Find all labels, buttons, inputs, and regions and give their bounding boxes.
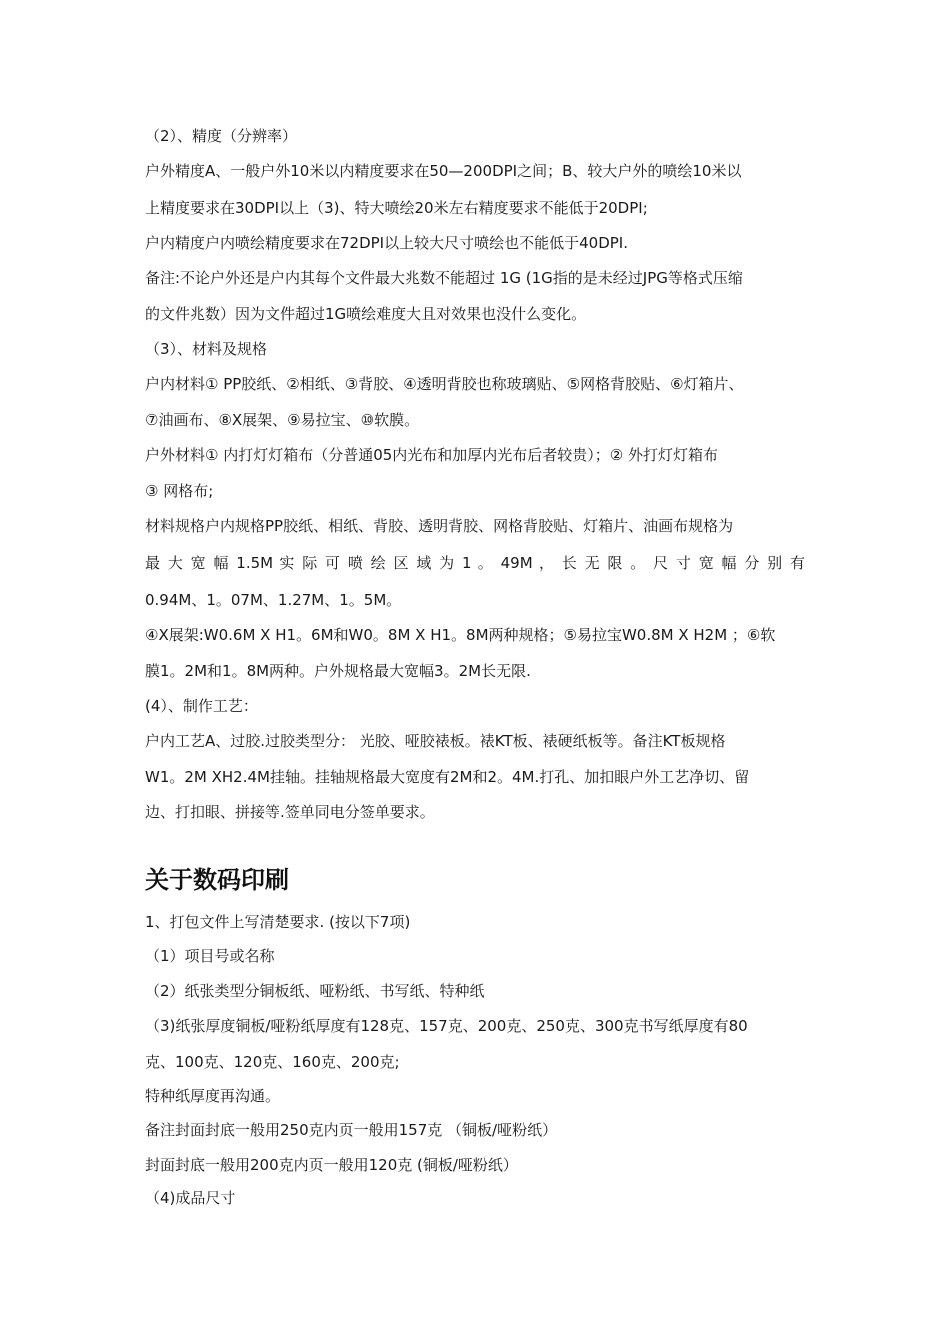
paragraph-outdoor-precision: 户外精度A、一般户外10米以内精度要求在50—200DPI之间；B、较大户外的喷绘10米以	[145, 162, 742, 180]
subsection-title-materials: （3）、材料及规格	[145, 340, 268, 358]
list-item-paper-type: （2）纸张类型分铜板纸、哑粉纸、书写纸、特种纸	[145, 982, 485, 1000]
paragraph-packaging-requirements: 1、打包文件上写清楚要求. (按以下7项)	[145, 913, 411, 931]
paragraph-indoor-process: 户内工艺A、过胶.过胶类型分： 光胶、哑胶裱板。裱KT板、裱硬纸板等。备注KT板规格	[145, 732, 726, 750]
paragraph-cover-note-alt: 封面封底一般用200克内页一般用120克 (铜板/哑粉纸）	[145, 1156, 518, 1174]
list-item-paper-thickness: （3)纸张厚度铜板/哑粉纸厚度有128克、157克、200克、250克、300克书写纸厚度有80	[145, 1017, 748, 1035]
paragraph-material-specs: 材料规格户内规格PP胶纸、相纸、背胶、透明背胶、网格背胶贴、灯箱片、油画布规格为	[145, 517, 734, 535]
paragraph-note-file-size-cont: 的文件兆数）因为文件超过1G喷绘难度大且对效果也没什么变化。	[145, 305, 587, 323]
paragraph-outdoor-materials: 户外材料① 内打灯灯箱布（分普通05内光布和加厚内光布后者较贵）；② 外打灯灯箱布	[145, 446, 719, 464]
paragraph-material-specs-spaced: 最 大 宽 幅 1.5M 实 际 可 喷 绘 区 域 为 1 。 49M ， 长 无 限 。 尺 寸 宽 幅 分 别 有	[145, 554, 805, 572]
paragraph-outdoor-process: 边、打扣眼、拼接等.签单同电分签单要求。	[145, 803, 435, 821]
paragraph-special-paper: 特种纸厚度再沟通。	[145, 1087, 281, 1105]
list-item-finished-size: （4)成品尺寸	[145, 1189, 236, 1207]
subsection-title-precision: （2）、精度（分辨率）	[145, 127, 298, 145]
paragraph-outdoor-precision-cont: 上精度要求在30DPI以上（3)、特大喷绘20米左右精度要求不能低于20DPI;	[145, 199, 648, 217]
subsection-title-process: (4）、制作工艺：	[145, 697, 258, 715]
list-item-project-name: （1）项目号或名称	[145, 947, 275, 965]
paragraph-material-specs-widths: 0.94M、1。07M、1.27M、1。5M。	[145, 591, 402, 609]
paragraph-indoor-materials-cont: ⑦油画布、⑧X展架、⑨易拉宝、⑩软膜。	[145, 411, 420, 429]
paragraph-indoor-materials: 户内材料① PP胶纸、②相纸、③背胶、④透明背胶也称玻璃贴、⑤网格背胶贴、⑥灯箱片、	[145, 375, 744, 393]
section-heading-digital-printing: 关于数码印刷	[145, 866, 289, 894]
paragraph-cover-note: 备注封面封底一般用250克内页一般用157克 （铜板/哑粉纸）	[145, 1121, 558, 1139]
list-item-paper-thickness-cont: 克、100克、120克、160克、200克;	[145, 1053, 400, 1071]
paragraph-outdoor-materials-cont: ③ 网格布;	[145, 482, 214, 500]
paragraph-indoor-process-cont: W1。2M XH2.4M挂轴。挂轴规格最大宽度有2M和2。4M.打孔、加扣眼户外工艺净切、留	[145, 768, 750, 786]
paragraph-display-specs-cont: 膜1。2M和1。8M两种。户外规格最大宽幅3。2M长无限.	[145, 662, 531, 680]
paragraph-display-specs: ④X展架:W0.6M X H1。6M和W0。8M X H1。8M两种规格；⑤易拉宝W0.8M X H2M ；⑥软	[145, 626, 776, 644]
paragraph-indoor-precision: 户内精度户内喷绘精度要求在72DPI以上较大尺寸喷绘也不能低于40DPI.	[145, 234, 628, 252]
paragraph-note-file-size: 备注:不论户外还是户内其每个文件最大兆数不能超过 1G (1G指的是未经过JPG等格式压缩	[145, 269, 743, 287]
